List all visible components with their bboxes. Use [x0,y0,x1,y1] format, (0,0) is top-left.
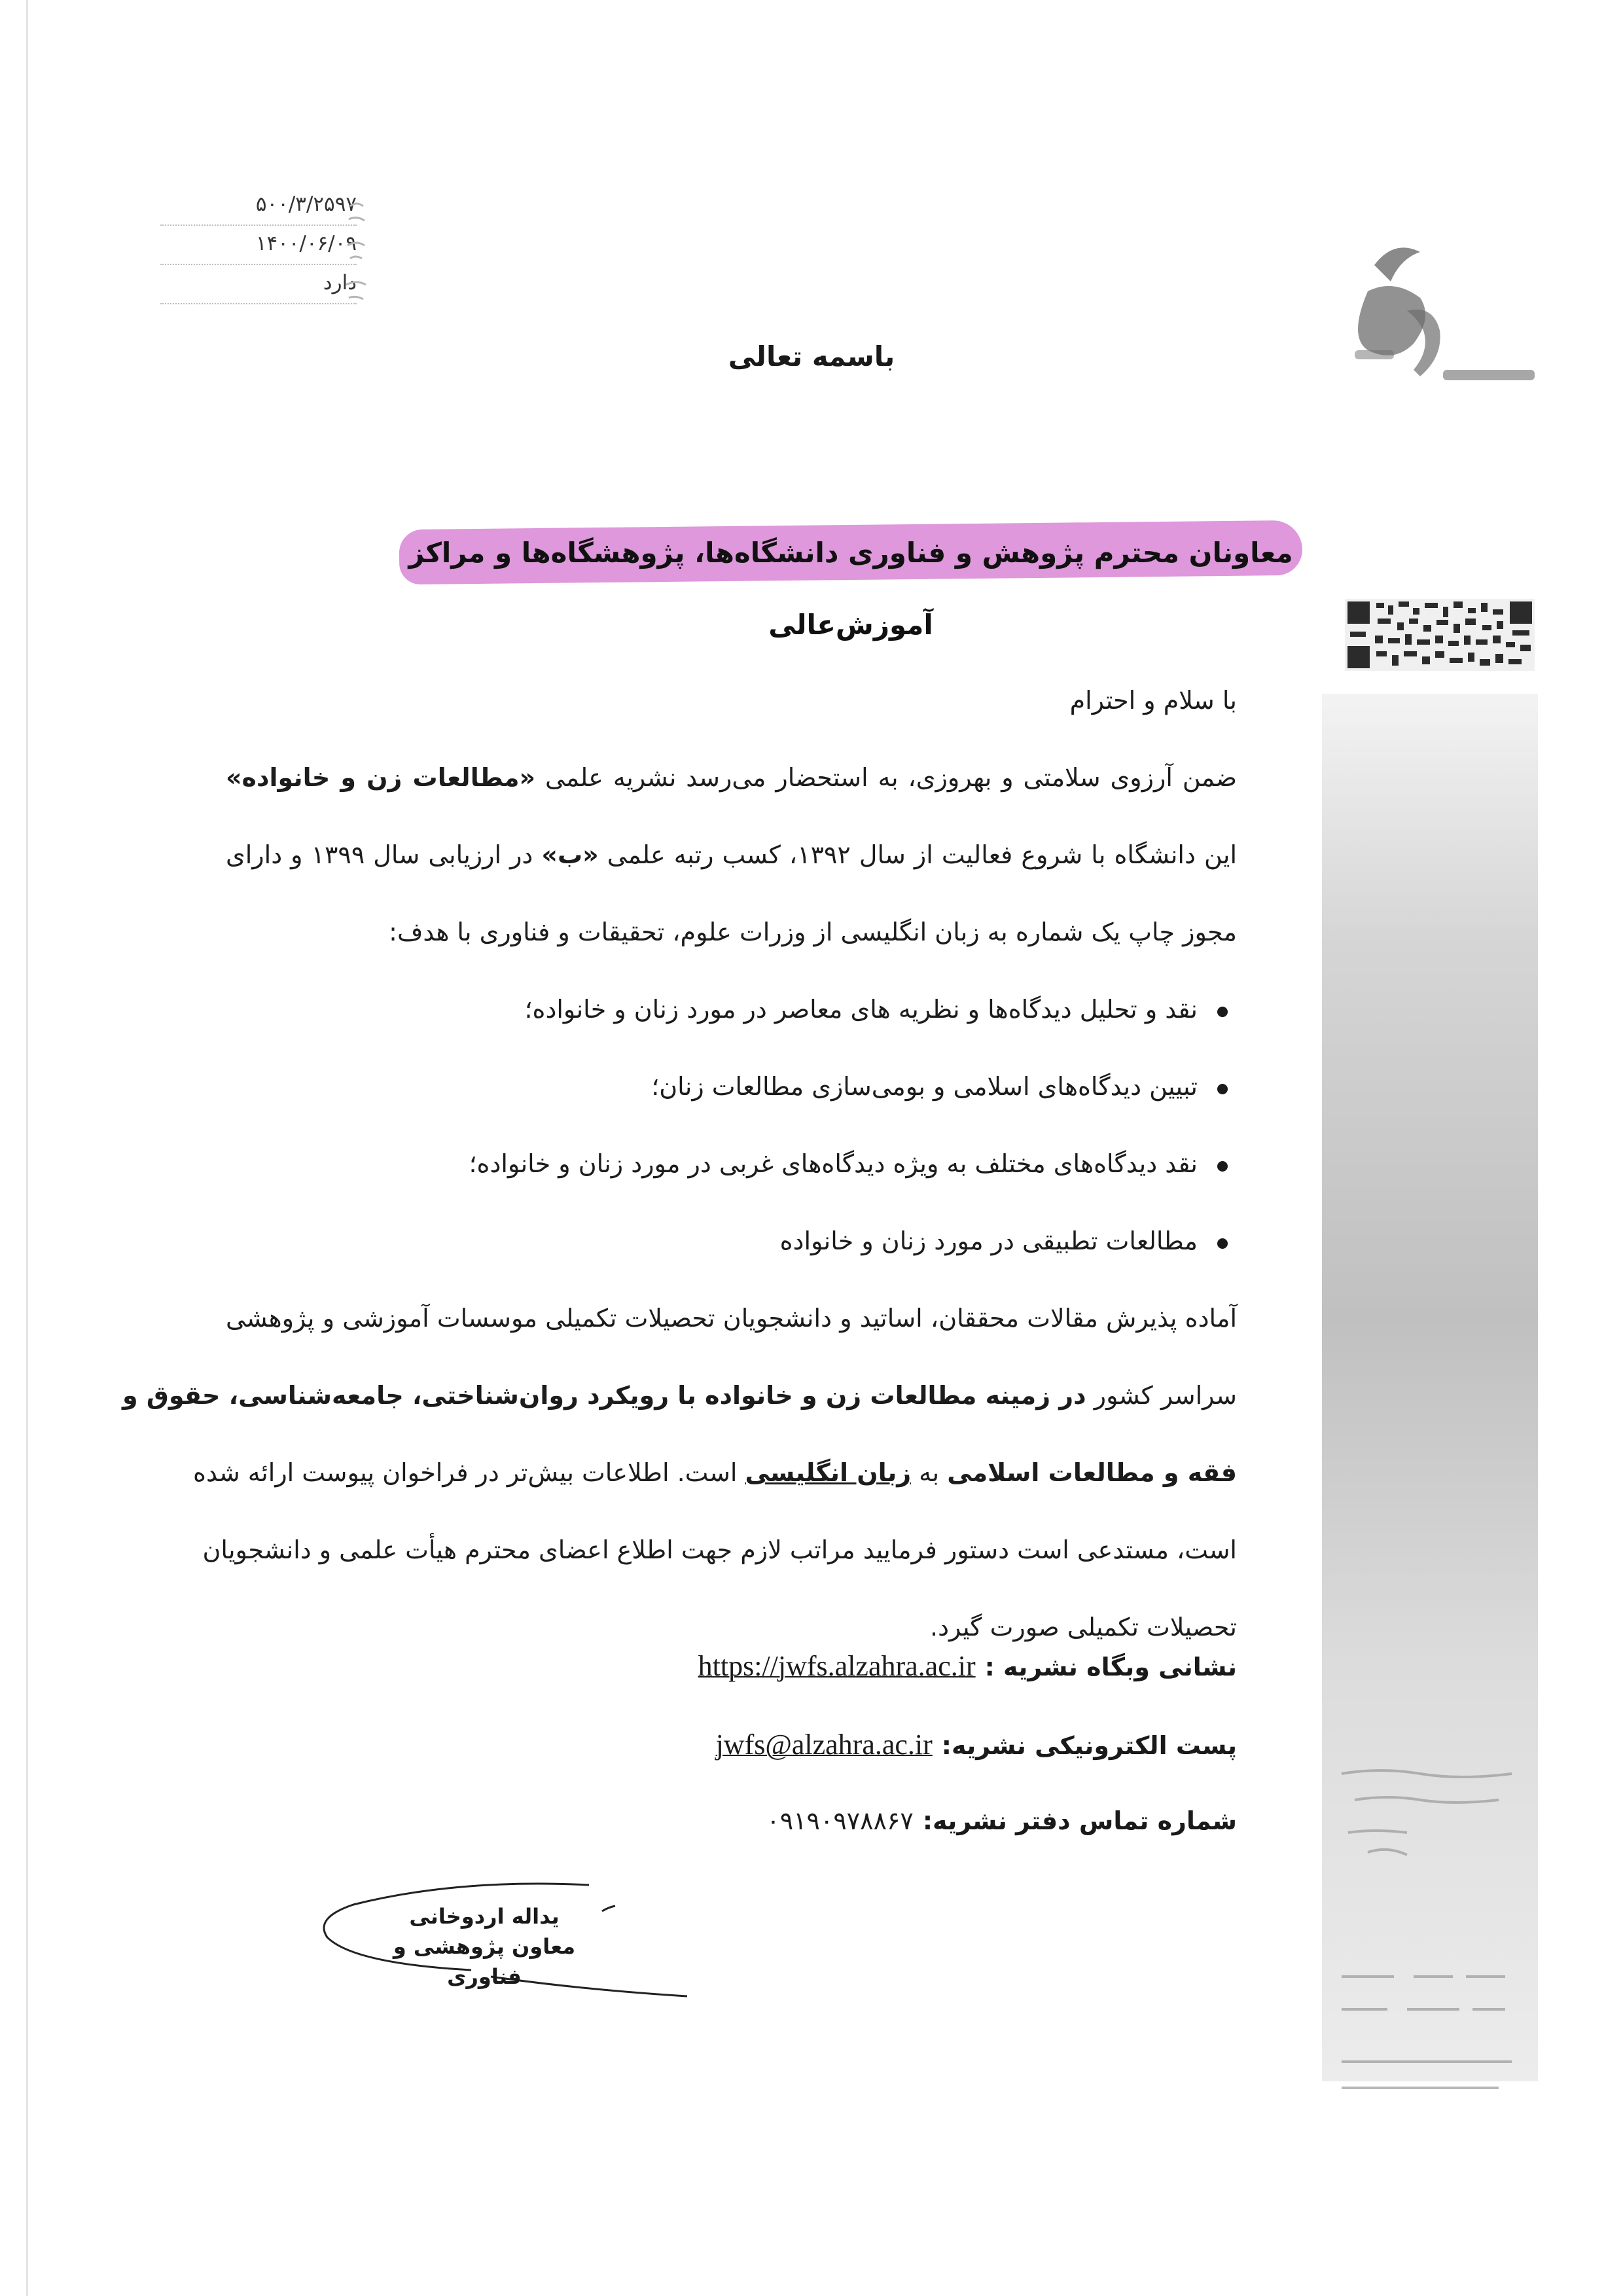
p2-line3-bold: فقه و مطالعات اسلامی [947,1458,1237,1487]
paragraph-2-line-5: تحصیلات تکمیلی صورت گیرد. [929,1613,1237,1641]
bullet-icon [1217,1007,1228,1017]
bullet-icon [1217,1161,1228,1172]
list-item-text: نقد و تحلیل دیدگاه‌ها و نظریه های معاصر در مورد زنان و خانواده؛ [524,995,1198,1024]
paragraph-2-line-1: آماده پذیرش مقالات محققان، اساتید و دانشجویان تحصیلات تکمیلی موسسات آموزشی و پژوهشی [226,1304,1237,1333]
greeting: با سلام و احترام [1069,686,1237,715]
bullet-icon [1217,1238,1228,1249]
p1-line2-rest: در ارزیابی سال ۱۳۹۹ و دارای [226,840,542,869]
letter-metadata [160,187,357,304]
phone-number: ۰۹۱۹۰۹۷۸۸۶۷ [766,1806,914,1835]
list-item [226,1054,1237,1131]
paragraph-1-line-1 [226,745,1237,822]
faint-side-text [1329,1754,1525,2121]
letter-heading: باسمه تعالی [728,340,895,372]
university-logo [1329,239,1538,409]
qr-code [1345,599,1535,671]
list-item-text: تبیین دیدگاه‌های اسلامی و بومی‌سازی مطالعات زنان؛ [651,1072,1198,1101]
paragraph-1-line-2 [226,822,1237,899]
email-label: پست الکترونیکی نشریه: [941,1731,1237,1760]
journal-name: «مطالعات زن و خانواده» [226,763,536,792]
letter-number: ۵۰۰/۳/۲۵۹۷ [160,187,357,226]
email-row [553,1728,1237,1761]
addressee: معاونان محترم پژوهش و فناوری دانشگاه‌ها، پژوهشگاه‌ها و مراکز آموزش‌عالی [408,537,1293,641]
addressee-block [399,517,1302,641]
list-item [226,1131,1237,1208]
signatory-name: یداله اردوخانی [409,1904,560,1929]
phone-label: شماره تماس دفتر نشریه: [922,1806,1237,1835]
paragraph-2-line-4: است، مستدعی است دستور فرمایید مراتب لازم جهت اطلاع اعضای محترم هیأت علمی و دانشجویان [202,1535,1237,1564]
list-item [226,977,1237,1054]
p2-line2-text: سراسر کشور [1086,1381,1237,1410]
list-item-text: مطالعات تطبیقی در مورد زنان و خانواده [779,1227,1198,1255]
paragraph-2-line-2 [122,1363,1237,1440]
bullet-icon [1217,1084,1228,1094]
signatory-title: معاون پژوهشی و فناوری [393,1934,576,1989]
p2-line3-rest: است. اطلاعات بیش‌تر در فراخوان پیوست ارائه شده [193,1458,745,1487]
letter-body [122,668,1238,1672]
website-link[interactable]: https://jwfs.alzahra.ac.ir [698,1650,976,1682]
journal-rank: «ب» [541,840,599,869]
website-row [553,1649,1237,1683]
p2-line3-to: به [911,1458,948,1487]
paragraph-1-line-3: مجوز چاپ یک شماره به زبان انگلیسی از وزرات علوم، تحقیقات و فناوری با هدف: [389,918,1237,946]
scan-edge [26,0,28,2296]
p1-line1-text: ضمن آرزوی سلامتی و بهروزی، به استحضار می‌رسد نشریه علمی [535,763,1238,792]
attachment-value: دارد [323,271,357,295]
paragraph-2-line-3 [193,1440,1237,1517]
website-label: نشانی وبگاه نشریه : [984,1653,1237,1681]
list-item-text: نقد دیدگاه‌های مختلف به ویژه دیدگاه‌های غربی در مورد زنان و خانواده؛ [469,1149,1198,1178]
faint-field-labels [337,193,376,317]
letter-date: ۱۴۰۰/۰۶/۰۹ [160,226,357,265]
letter-attachment [160,265,357,304]
p2-line2-bold: در زمینه مطالعات زن و خانواده با رویکرد روان‌شناختی، جامعه‌شناسی، حقوق و [122,1381,1086,1410]
phone-row [553,1806,1237,1835]
email-link[interactable]: jwfs@alzahra.ac.ir [715,1729,933,1761]
list-item [226,1208,1237,1285]
language-english: زبان انگلیسی [745,1458,912,1487]
p1-line2-text: این دانشگاه با شروع فعالیت از سال ۱۳۹۲، کسب رتبه علمی [598,840,1238,869]
signatory [366,1901,602,1992]
